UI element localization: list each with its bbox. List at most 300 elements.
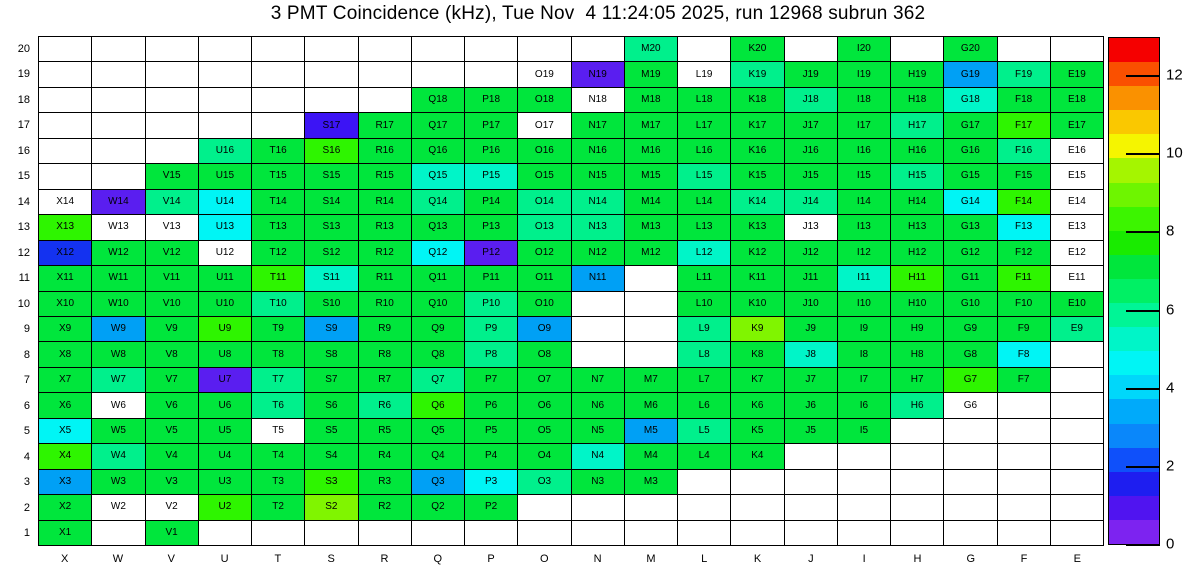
cell-empty	[944, 521, 997, 546]
colorbar-tick	[1126, 153, 1160, 155]
cell-N18: N18	[572, 88, 625, 113]
cell-N19: N19	[572, 62, 625, 87]
cell-empty	[891, 521, 944, 546]
cell-L8: L8	[678, 342, 731, 367]
cell-L10: L10	[678, 292, 731, 317]
cell-G16: G16	[944, 139, 997, 164]
cell-G8: G8	[944, 342, 997, 367]
cell-L9: L9	[678, 317, 731, 342]
cell-W8: W8	[92, 342, 145, 367]
cell-O10: O10	[518, 292, 571, 317]
cell-empty	[891, 419, 944, 444]
cell-empty	[785, 444, 838, 469]
colorbar-tick-label: 12	[1166, 66, 1183, 84]
cell-Q14: Q14	[412, 190, 465, 215]
cell-E15: E15	[1051, 164, 1104, 189]
cell-L16: L16	[678, 139, 731, 164]
cell-O5: O5	[518, 419, 571, 444]
cell-S5: S5	[305, 419, 358, 444]
colorbar-band	[1109, 255, 1159, 279]
cell-U3: U3	[199, 470, 252, 495]
cell-empty	[518, 37, 571, 62]
cell-empty	[1051, 521, 1104, 546]
cell-W11: W11	[92, 266, 145, 291]
cell-empty	[572, 495, 625, 520]
cell-Q4: Q4	[412, 444, 465, 469]
cell-P13: P13	[465, 215, 518, 240]
cell-S12: S12	[305, 241, 358, 266]
cell-empty	[252, 62, 305, 87]
cell-empty	[678, 495, 731, 520]
cell-empty	[199, 37, 252, 62]
cell-O12: O12	[518, 241, 571, 266]
row-label-15: 15	[17, 170, 30, 183]
cell-W4: W4	[92, 444, 145, 469]
cell-U4: U4	[199, 444, 252, 469]
cell-M18: M18	[625, 88, 678, 113]
cell-Q11: Q11	[412, 266, 465, 291]
cell-V3: V3	[146, 470, 199, 495]
cell-H15: H15	[891, 164, 944, 189]
cell-empty	[944, 419, 997, 444]
cell-H12: H12	[891, 241, 944, 266]
cell-L14: L14	[678, 190, 731, 215]
cell-M12: M12	[625, 241, 678, 266]
cell-empty	[465, 521, 518, 546]
column-label-M: M	[646, 553, 656, 565]
cell-empty	[465, 37, 518, 62]
cell-H7: H7	[891, 368, 944, 393]
cell-T5: T5	[252, 419, 305, 444]
cell-R10: R10	[359, 292, 412, 317]
chart-title: 3 PMT Coincidence (kHz), Tue Nov 4 11:24:05 2025, run 12968 subrun 362	[270, 3, 926, 24]
cell-empty	[359, 88, 412, 113]
cell-J10: J10	[785, 292, 838, 317]
cell-empty	[199, 113, 252, 138]
cell-K7: K7	[731, 368, 784, 393]
cell-O18: O18	[518, 88, 571, 113]
cell-Q5: Q5	[412, 419, 465, 444]
cell-X7: X7	[39, 368, 92, 393]
cell-J16: J16	[785, 139, 838, 164]
cell-empty	[891, 470, 944, 495]
cell-H13: H13	[891, 215, 944, 240]
cell-R7: R7	[359, 368, 412, 393]
cell-W14: W14	[92, 190, 145, 215]
cell-G20: G20	[944, 37, 997, 62]
cell-L18: L18	[678, 88, 731, 113]
column-label-F: F	[1020, 553, 1028, 565]
cell-L13: L13	[678, 215, 731, 240]
cell-X4: X4	[39, 444, 92, 469]
cell-U14: U14	[199, 190, 252, 215]
cell-empty	[678, 37, 731, 62]
row-label-2: 2	[23, 501, 30, 514]
cell-empty	[412, 62, 465, 87]
cell-V12: V12	[146, 241, 199, 266]
cell-T4: T4	[252, 444, 305, 469]
cell-M20: M20	[625, 37, 678, 62]
cell-P10: P10	[465, 292, 518, 317]
cell-K18: K18	[731, 88, 784, 113]
cell-P6: P6	[465, 393, 518, 418]
cell-empty	[92, 37, 145, 62]
cell-R4: R4	[359, 444, 412, 469]
cell-empty	[838, 521, 891, 546]
cell-V7: V7	[146, 368, 199, 393]
cell-empty	[572, 37, 625, 62]
cell-K4: K4	[731, 444, 784, 469]
cell-empty	[891, 37, 944, 62]
cell-Q2: Q2	[412, 495, 465, 520]
cell-empty	[39, 62, 92, 87]
cell-S2: S2	[305, 495, 358, 520]
cell-empty	[944, 444, 997, 469]
cell-R6: R6	[359, 393, 412, 418]
cell-F14: F14	[998, 190, 1051, 215]
cell-X1: X1	[39, 521, 92, 546]
cell-I7: I7	[838, 368, 891, 393]
cell-U11: U11	[199, 266, 252, 291]
cell-M6: M6	[625, 393, 678, 418]
cell-V5: V5	[146, 419, 199, 444]
cell-Q10: Q10	[412, 292, 465, 317]
cell-K9: K9	[731, 317, 784, 342]
cell-empty	[1051, 470, 1104, 495]
cell-F15: F15	[998, 164, 1051, 189]
cell-N7: N7	[572, 368, 625, 393]
row-label-20: 20	[17, 42, 30, 55]
column-label-X: X	[60, 553, 69, 565]
cell-empty	[252, 88, 305, 113]
cell-P3: P3	[465, 470, 518, 495]
cell-J5: J5	[785, 419, 838, 444]
column-label-I: I	[862, 553, 866, 565]
cell-empty	[625, 317, 678, 342]
colorbar-band	[1109, 399, 1159, 423]
cell-empty	[146, 62, 199, 87]
cell-I5: I5	[838, 419, 891, 444]
colorbar-band	[1109, 86, 1159, 110]
cell-S14: S14	[305, 190, 358, 215]
cell-V1: V1	[146, 521, 199, 546]
cell-I12: I12	[838, 241, 891, 266]
cell-P7: P7	[465, 368, 518, 393]
cell-F7: F7	[998, 368, 1051, 393]
cell-empty	[39, 164, 92, 189]
cell-R9: R9	[359, 317, 412, 342]
cell-J17: J17	[785, 113, 838, 138]
column-label-W: W	[112, 553, 124, 565]
column-label-G: G	[966, 553, 976, 565]
cell-H19: H19	[891, 62, 944, 87]
cell-empty	[1051, 444, 1104, 469]
cell-empty	[412, 37, 465, 62]
cell-T7: T7	[252, 368, 305, 393]
cell-L7: L7	[678, 368, 731, 393]
cell-empty	[998, 419, 1051, 444]
cell-V11: V11	[146, 266, 199, 291]
column-label-L: L	[701, 553, 708, 565]
cell-O8: O8	[518, 342, 571, 367]
cell-U15: U15	[199, 164, 252, 189]
cell-K12: K12	[731, 241, 784, 266]
cell-V10: V10	[146, 292, 199, 317]
cell-empty	[838, 495, 891, 520]
colorbar-band	[1109, 207, 1159, 231]
cell-S15: S15	[305, 164, 358, 189]
cell-R16: R16	[359, 139, 412, 164]
cell-L15: L15	[678, 164, 731, 189]
cell-N13: N13	[572, 215, 625, 240]
cell-empty	[891, 444, 944, 469]
cell-U10: U10	[199, 292, 252, 317]
cell-empty	[359, 37, 412, 62]
cell-X13: X13	[39, 215, 92, 240]
cell-empty	[252, 113, 305, 138]
cell-G7: G7	[944, 368, 997, 393]
column-label-O: O	[540, 553, 549, 565]
cell-I9: I9	[838, 317, 891, 342]
cell-empty	[731, 495, 784, 520]
cell-empty	[92, 139, 145, 164]
cell-H17: H17	[891, 113, 944, 138]
row-label-9: 9	[23, 323, 30, 336]
colorbar-band	[1109, 183, 1159, 207]
cell-E13: E13	[1051, 215, 1104, 240]
cell-K11: K11	[731, 266, 784, 291]
cell-J8: J8	[785, 342, 838, 367]
y-axis-labels	[4, 36, 32, 546]
cell-U5: U5	[199, 419, 252, 444]
colorbar	[1108, 37, 1160, 545]
cell-empty	[998, 393, 1051, 418]
cell-empty	[731, 470, 784, 495]
cell-empty	[998, 37, 1051, 62]
cell-J12: J12	[785, 241, 838, 266]
cell-W10: W10	[92, 292, 145, 317]
colorbar-tick	[1126, 388, 1160, 390]
cell-empty	[625, 342, 678, 367]
cell-T15: T15	[252, 164, 305, 189]
cell-F11: F11	[998, 266, 1051, 291]
cell-F12: F12	[998, 241, 1051, 266]
cell-K13: K13	[731, 215, 784, 240]
cell-X12: X12	[39, 241, 92, 266]
cell-empty	[39, 139, 92, 164]
cell-R17: R17	[359, 113, 412, 138]
row-label-19: 19	[17, 68, 30, 81]
cell-W5: W5	[92, 419, 145, 444]
cell-I11: I11	[838, 266, 891, 291]
cell-O7: O7	[518, 368, 571, 393]
cell-S11: S11	[305, 266, 358, 291]
cell-X11: X11	[39, 266, 92, 291]
cell-L6: L6	[678, 393, 731, 418]
cell-empty	[92, 113, 145, 138]
cell-I19: I19	[838, 62, 891, 87]
cell-empty	[92, 88, 145, 113]
cell-T2: T2	[252, 495, 305, 520]
cell-empty	[199, 521, 252, 546]
cell-T6: T6	[252, 393, 305, 418]
cell-H11: H11	[891, 266, 944, 291]
cell-X14: X14	[39, 190, 92, 215]
cell-S10: S10	[305, 292, 358, 317]
cell-O11: O11	[518, 266, 571, 291]
cell-empty	[785, 521, 838, 546]
cell-X9: X9	[39, 317, 92, 342]
cell-T14: T14	[252, 190, 305, 215]
cell-N3: N3	[572, 470, 625, 495]
row-label-17: 17	[17, 119, 30, 132]
cell-T13: T13	[252, 215, 305, 240]
cell-I18: I18	[838, 88, 891, 113]
cell-G9: G9	[944, 317, 997, 342]
cell-I16: I16	[838, 139, 891, 164]
row-label-4: 4	[23, 450, 30, 463]
cell-empty	[252, 37, 305, 62]
cell-R2: R2	[359, 495, 412, 520]
cell-V9: V9	[146, 317, 199, 342]
row-label-5: 5	[23, 425, 30, 438]
cell-empty	[572, 521, 625, 546]
cell-K8: K8	[731, 342, 784, 367]
cell-W9: W9	[92, 317, 145, 342]
cell-M13: M13	[625, 215, 678, 240]
colorbar-band	[1109, 448, 1159, 472]
cell-E19: E19	[1051, 62, 1104, 87]
colorbar-band	[1109, 158, 1159, 182]
cell-G6: G6	[944, 393, 997, 418]
colorbar-tick	[1126, 310, 1160, 312]
cell-J19: J19	[785, 62, 838, 87]
row-label-12: 12	[17, 246, 30, 259]
cell-empty	[146, 88, 199, 113]
cell-K20: K20	[731, 37, 784, 62]
row-label-8: 8	[23, 348, 30, 361]
cell-T11: T11	[252, 266, 305, 291]
cell-T10: T10	[252, 292, 305, 317]
cell-P12: P12	[465, 241, 518, 266]
cell-V14: V14	[146, 190, 199, 215]
cell-H6: H6	[891, 393, 944, 418]
cell-E10: E10	[1051, 292, 1104, 317]
cell-I15: I15	[838, 164, 891, 189]
cell-M19: M19	[625, 62, 678, 87]
row-label-13: 13	[17, 221, 30, 234]
cell-L4: L4	[678, 444, 731, 469]
cell-W6: W6	[92, 393, 145, 418]
cell-J18: J18	[785, 88, 838, 113]
cell-O15: O15	[518, 164, 571, 189]
cell-S16: S16	[305, 139, 358, 164]
cell-empty	[678, 521, 731, 546]
cell-M4: M4	[625, 444, 678, 469]
cell-empty	[1051, 495, 1104, 520]
cell-Q3: Q3	[412, 470, 465, 495]
cell-S6: S6	[305, 393, 358, 418]
cell-empty	[146, 37, 199, 62]
cell-V4: V4	[146, 444, 199, 469]
cell-H8: H8	[891, 342, 944, 367]
cell-H14: H14	[891, 190, 944, 215]
cell-N15: N15	[572, 164, 625, 189]
cell-T16: T16	[252, 139, 305, 164]
cell-N12: N12	[572, 241, 625, 266]
row-label-11: 11	[18, 272, 30, 285]
cell-M5: M5	[625, 419, 678, 444]
cell-X5: X5	[39, 419, 92, 444]
column-label-V: V	[167, 553, 175, 565]
cell-H16: H16	[891, 139, 944, 164]
row-label-14: 14	[17, 195, 30, 208]
cell-I14: I14	[838, 190, 891, 215]
cell-empty	[412, 521, 465, 546]
cell-J15: J15	[785, 164, 838, 189]
cell-G19: G19	[944, 62, 997, 87]
colorbar-band	[1109, 351, 1159, 375]
colorbar-tick-label: 6	[1166, 301, 1175, 319]
cell-F9: F9	[998, 317, 1051, 342]
cell-P18: P18	[465, 88, 518, 113]
cell-empty	[465, 62, 518, 87]
cell-I17: I17	[838, 113, 891, 138]
cell-empty	[252, 521, 305, 546]
column-label-Q: Q	[433, 553, 443, 565]
cell-R13: R13	[359, 215, 412, 240]
colorbar-tick-label: 8	[1166, 223, 1175, 241]
cell-U6: U6	[199, 393, 252, 418]
colorbar-tick-label: 10	[1166, 144, 1183, 162]
cell-F8: F8	[998, 342, 1051, 367]
colorbar-tick	[1126, 75, 1160, 77]
cell-O14: O14	[518, 190, 571, 215]
cell-N17: N17	[572, 113, 625, 138]
cell-Q18: Q18	[412, 88, 465, 113]
cell-V6: V6	[146, 393, 199, 418]
cell-empty	[572, 342, 625, 367]
cell-O6: O6	[518, 393, 571, 418]
cell-R15: R15	[359, 164, 412, 189]
cell-empty	[92, 164, 145, 189]
cell-W13: W13	[92, 215, 145, 240]
cell-G12: G12	[944, 241, 997, 266]
cell-empty	[998, 470, 1051, 495]
cell-K19: K19	[731, 62, 784, 87]
colorbar-band	[1109, 110, 1159, 134]
colorbar-band	[1109, 424, 1159, 448]
cell-J9: J9	[785, 317, 838, 342]
cell-Q9: Q9	[412, 317, 465, 342]
cell-empty	[39, 88, 92, 113]
cell-N14: N14	[572, 190, 625, 215]
cell-E12: E12	[1051, 241, 1104, 266]
cell-empty	[625, 266, 678, 291]
cell-U12: U12	[199, 241, 252, 266]
cell-U7: U7	[199, 368, 252, 393]
cell-G15: G15	[944, 164, 997, 189]
cell-empty	[785, 495, 838, 520]
column-label-N: N	[593, 553, 602, 565]
row-label-16: 16	[17, 144, 30, 157]
cell-L12: L12	[678, 241, 731, 266]
cell-E11: E11	[1051, 266, 1104, 291]
colorbar-band	[1109, 38, 1159, 62]
cell-empty	[359, 62, 412, 87]
cell-M17: M17	[625, 113, 678, 138]
column-label-J: J	[808, 553, 814, 565]
